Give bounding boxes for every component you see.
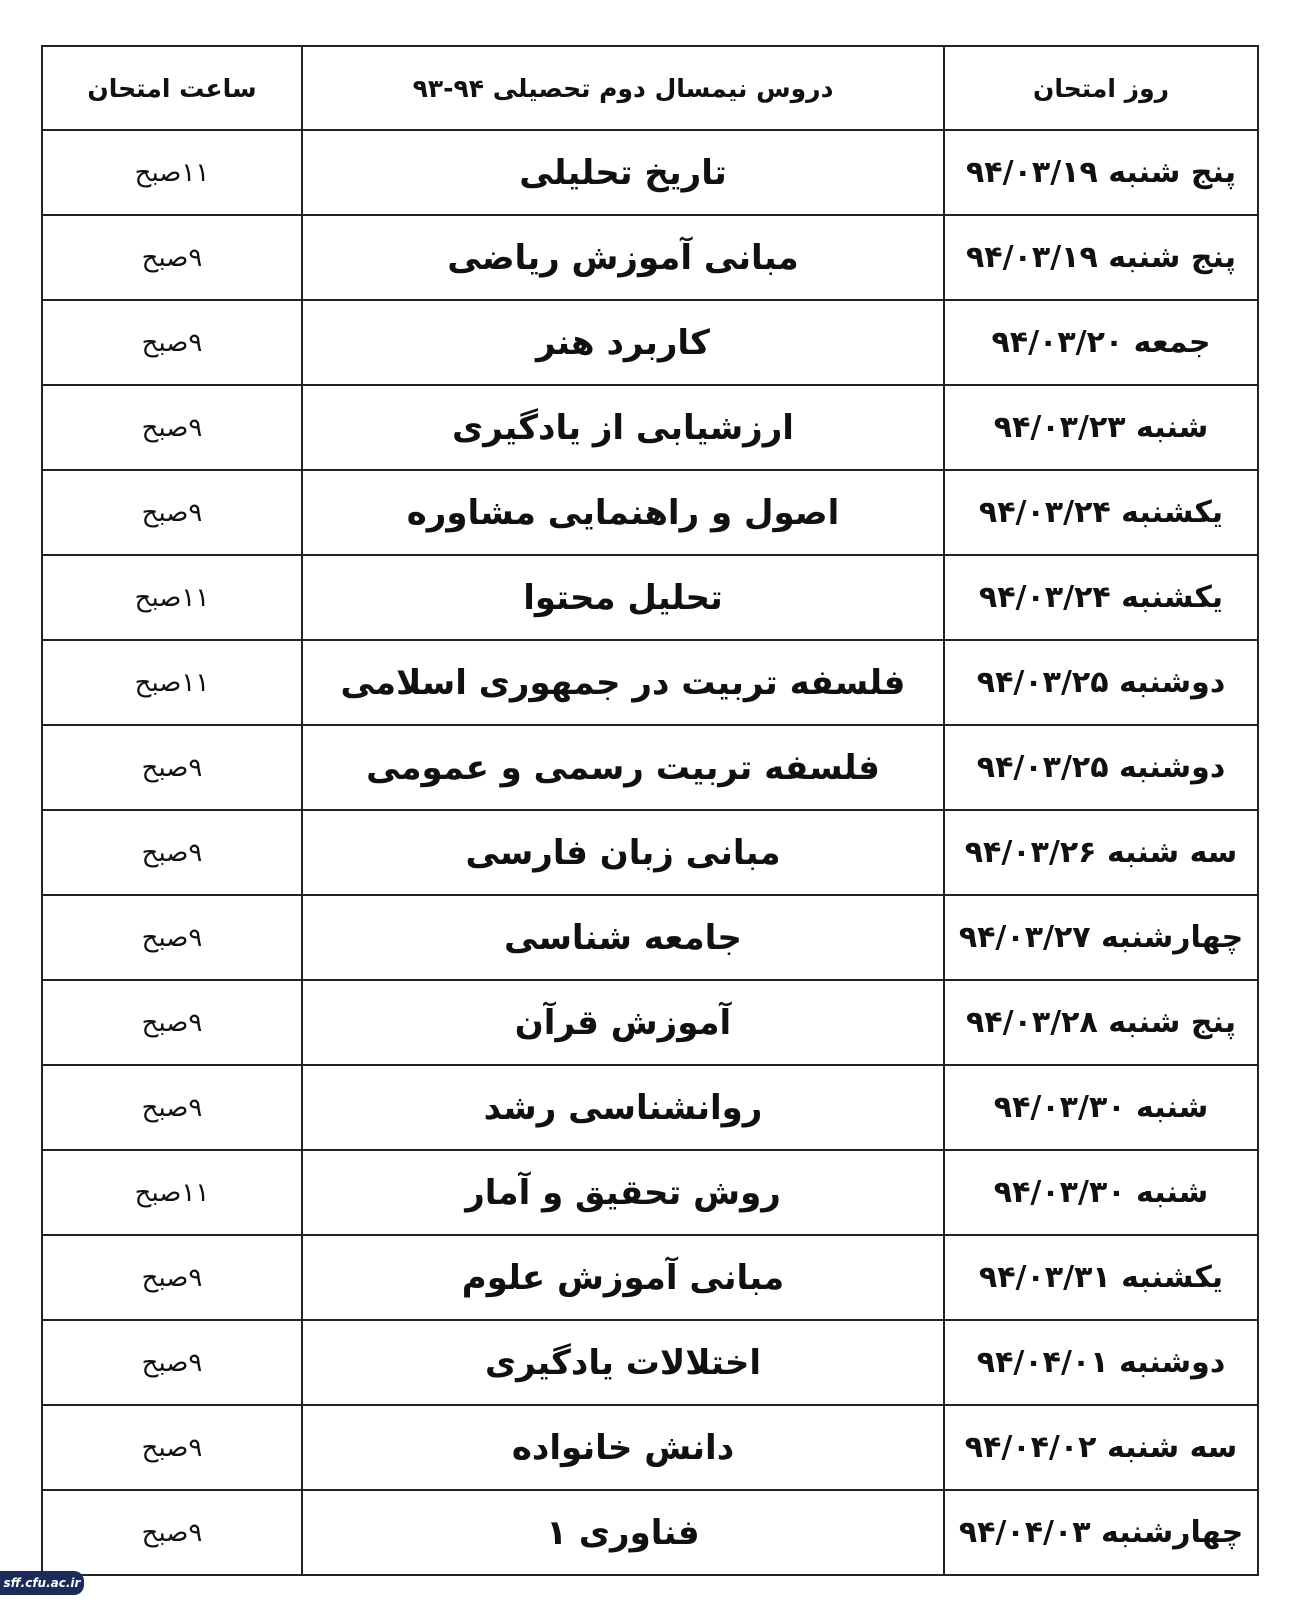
exam-day-cell: یکشنبه ۹۴/۰۳/۲۴	[944, 470, 1258, 555]
exam-time-cell: ۱۱صبح	[42, 1150, 302, 1235]
exam-time-cell: ۱۱صبح	[42, 640, 302, 725]
exam-day-cell: سه شنبه ۹۴/۰۴/۰۲	[944, 1405, 1258, 1490]
course-name-cell: مبانی آموزش ریاضی	[302, 215, 944, 300]
course-name-cell: فلسفه تربیت در جمهوری اسلامی	[302, 640, 944, 725]
table-row	[42, 1065, 1258, 1150]
exam-day-cell: پنج شنبه ۹۴/۰۳/۲۸	[944, 980, 1258, 1065]
table-row	[42, 1490, 1258, 1575]
table-row	[42, 300, 1258, 385]
table-row	[42, 215, 1258, 300]
course-name-cell: روش تحقیق و آمار	[302, 1150, 944, 1235]
table-row	[42, 980, 1258, 1065]
exam-day-cell: پنج شنبه ۹۴/۰۳/۱۹	[944, 130, 1258, 215]
table-row	[42, 810, 1258, 895]
site-watermark: sff.cfu.ac.ir	[0, 1571, 84, 1595]
schedule-body	[42, 130, 1258, 1575]
exam-day-cell: شنبه ۹۴/۰۳/۳۰	[944, 1065, 1258, 1150]
exam-day-cell: دوشنبه ۹۴/۰۳/۲۵	[944, 725, 1258, 810]
header-courses: دروس نیمسال دوم تحصیلی ۹۴-۹۳	[302, 46, 944, 130]
exam-time-cell: ۹صبح	[42, 980, 302, 1065]
table-row	[42, 725, 1258, 810]
exam-day-cell: شنبه ۹۴/۰۳/۲۳	[944, 385, 1258, 470]
course-name-cell: تاریخ تحلیلی	[302, 130, 944, 215]
exam-time-cell: ۹صبح	[42, 1405, 302, 1490]
exam-day-cell: دوشنبه ۹۴/۰۴/۰۱	[944, 1320, 1258, 1405]
exam-day-cell: سه شنبه ۹۴/۰۳/۲۶	[944, 810, 1258, 895]
exam-day-cell: چهارشنبه ۹۴/۰۳/۲۷	[944, 895, 1258, 980]
exam-time-cell: ۹صبح	[42, 725, 302, 810]
table-row	[42, 640, 1258, 725]
course-name-cell: آموزش قرآن	[302, 980, 944, 1065]
exam-time-cell: ۹صبح	[42, 895, 302, 980]
exam-time-cell: ۱۱صبح	[42, 130, 302, 215]
course-name-cell: اصول و راهنمایی مشاوره	[302, 470, 944, 555]
table-row	[42, 385, 1258, 470]
table-row	[42, 1320, 1258, 1405]
table-row	[42, 1405, 1258, 1490]
exam-time-cell: ۹صبح	[42, 810, 302, 895]
course-name-cell: جامعه شناسی	[302, 895, 944, 980]
table-row	[42, 895, 1258, 980]
course-name-cell: دانش خانواده	[302, 1405, 944, 1490]
table-row	[42, 470, 1258, 555]
exam-time-cell: ۹صبح	[42, 1320, 302, 1405]
course-name-cell: تحلیل محتوا	[302, 555, 944, 640]
exam-day-cell: پنج شنبه ۹۴/۰۳/۱۹	[944, 215, 1258, 300]
course-name-cell: فلسفه تربیت رسمی و عمومی	[302, 725, 944, 810]
exam-day-cell: چهارشنبه ۹۴/۰۴/۰۳	[944, 1490, 1258, 1575]
table-row	[42, 555, 1258, 640]
exam-time-cell: ۹صبح	[42, 215, 302, 300]
exam-day-cell: یکشنبه ۹۴/۰۳/۲۴	[944, 555, 1258, 640]
exam-day-cell: دوشنبه ۹۴/۰۳/۲۵	[944, 640, 1258, 725]
exam-time-cell: ۹صبح	[42, 1235, 302, 1320]
course-name-cell: مبانی آموزش علوم	[302, 1235, 944, 1320]
exam-time-cell: ۱۱صبح	[42, 555, 302, 640]
course-name-cell: اختلالات یادگیری	[302, 1320, 944, 1405]
exam-day-cell: جمعه ۹۴/۰۳/۲۰	[944, 300, 1258, 385]
exam-day-cell: شنبه ۹۴/۰۳/۳۰	[944, 1150, 1258, 1235]
header-exam-time: ساعت امتحان	[42, 46, 302, 130]
exam-day-cell: یکشنبه ۹۴/۰۳/۳۱	[944, 1235, 1258, 1320]
exam-time-cell: ۹صبح	[42, 385, 302, 470]
table-row	[42, 1150, 1258, 1235]
header-row	[42, 46, 1258, 130]
exam-time-cell: ۹صبح	[42, 1065, 302, 1150]
header-exam-day: روز امتحان	[944, 46, 1258, 130]
course-name-cell: ارزشیابی از یادگیری	[302, 385, 944, 470]
course-name-cell: فناوری ۱	[302, 1490, 944, 1575]
table-row	[42, 1235, 1258, 1320]
exam-time-cell: ۹صبح	[42, 1490, 302, 1575]
exam-time-cell: ۹صبح	[42, 300, 302, 385]
course-name-cell: روانشناسی رشد	[302, 1065, 944, 1150]
exam-schedule-table	[41, 45, 1259, 1576]
course-name-cell: کاربرد هنر	[302, 300, 944, 385]
table-row	[42, 130, 1258, 215]
course-name-cell: مبانی زبان فارسی	[302, 810, 944, 895]
exam-time-cell: ۹صبح	[42, 470, 302, 555]
